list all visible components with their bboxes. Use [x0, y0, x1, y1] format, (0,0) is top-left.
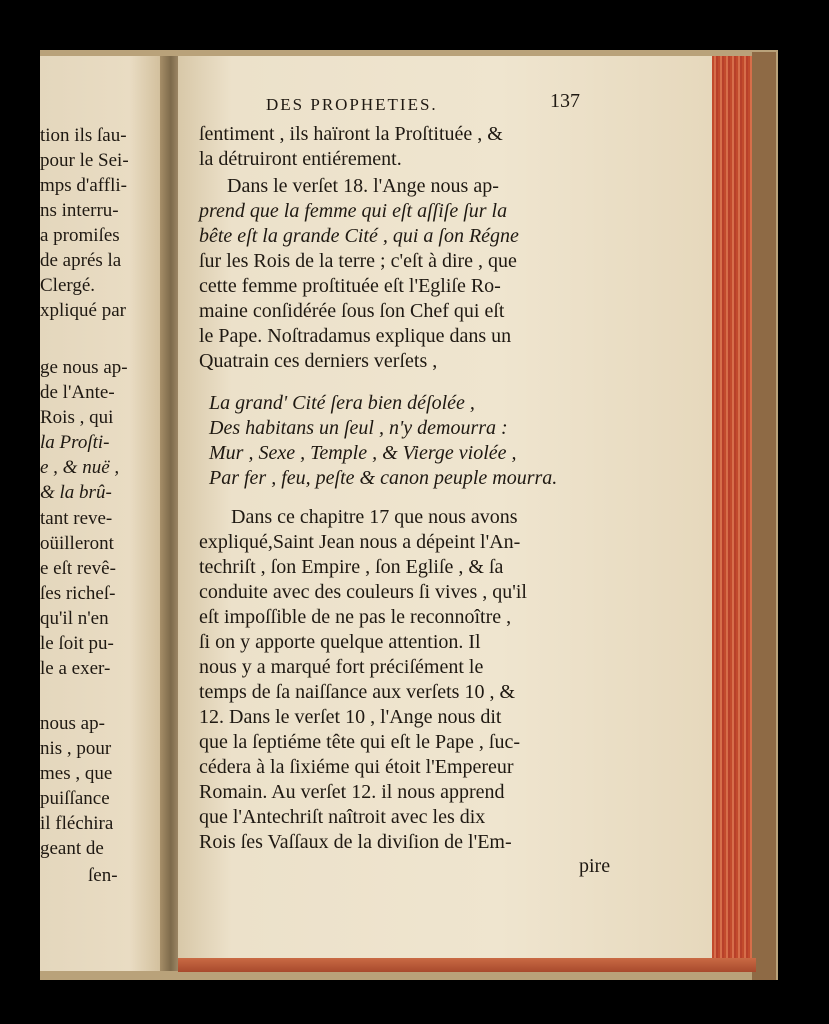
- page-number: 137: [550, 90, 580, 112]
- left-line: de aprés la: [40, 250, 122, 271]
- body-line: le Pape. Noſtradamus explique dans un: [199, 325, 512, 347]
- left-line: le a exer-: [40, 658, 111, 679]
- left-line: de l'Ante-: [40, 382, 115, 403]
- body-line: que la ſeptiéme tête qui eſt le Pape , ſuc-: [199, 731, 520, 753]
- body-line: eſt impoſſible de ne pas le reconnoître ,: [199, 606, 512, 628]
- bottom-page-edge: [178, 958, 756, 972]
- left-line: xpliqué par: [40, 300, 127, 321]
- body-line: nous y a marqué fort préciſément le: [199, 656, 484, 678]
- left-line: ns interru-: [40, 200, 119, 221]
- left-line: la Proſti-: [40, 432, 110, 453]
- left-line: ſen-: [88, 865, 118, 886]
- body-line: Quatrain ces derniers verſets ,: [199, 350, 438, 372]
- left-line: puiſſance: [40, 788, 110, 809]
- left-line: e , & nuë ,: [40, 457, 120, 478]
- body-line: que l'Antechriſt naîtroit avec les dix: [199, 806, 486, 828]
- left-line: ge nous ap-: [40, 357, 128, 378]
- left-line: il fléchira: [40, 813, 114, 834]
- left-line: Rois , qui: [40, 407, 114, 428]
- left-line: ſes richeſ-: [40, 583, 116, 604]
- left-line: nis , pour: [40, 738, 112, 759]
- body-line: ſentiment , ils haïront la Proſtituée , &: [199, 123, 503, 145]
- page-edges: [712, 56, 756, 961]
- quatrain-line: Mur , Sexe , Temple , & Vierge violée ,: [209, 442, 517, 464]
- left-line: geant de: [40, 838, 104, 859]
- catchword: pire: [579, 855, 611, 877]
- body-line: expliqué,Saint Jean nous a dépeint l'An-: [199, 531, 521, 553]
- quatrain-line: La grand' Cité ſera bien déſolée ,: [209, 392, 475, 414]
- left-line: tant reve-: [40, 508, 113, 529]
- left-line: le ſoit pu-: [40, 633, 114, 654]
- left-line: a promiſes: [40, 225, 120, 246]
- running-head: DES PROPHETIES.: [266, 95, 438, 114]
- left-line: tion ils ſau-: [40, 125, 127, 146]
- quatrain-line: Des habitans un ſeul , n'y demourra :: [209, 417, 508, 439]
- quatrain-line: Par fer , feu, peſte & canon peuple mourra.: [209, 467, 558, 489]
- body-line: ſi on y apporte quelque attention. Il: [199, 631, 481, 653]
- left-line: qu'il n'en: [40, 608, 109, 629]
- left-line: oüilleront: [40, 533, 114, 554]
- body-line: 12. Dans le verſet 10 , l'Ange nous dit: [199, 706, 502, 728]
- left-line: mps d'affli-: [40, 175, 127, 196]
- body-line: conduite avec des couleurs ſi vives , qu'il: [199, 581, 527, 603]
- body-line: techriſt , ſon Empire , ſon Egliſe , & ſa: [199, 556, 504, 578]
- left-line: Clergé.: [40, 275, 96, 296]
- left-line: nous ap-: [40, 713, 105, 734]
- left-line: pour le Sei-: [40, 150, 129, 171]
- left-page-text: [40, 124, 165, 904]
- left-line: & la brû-: [40, 482, 112, 503]
- left-line: e eſt revê-: [40, 558, 116, 579]
- body-line: bête eſt la grande Cité , qui a ſon Régne: [199, 225, 519, 247]
- body-line: ſur les Rois de la terre ; c'eſt à dire , que: [199, 250, 517, 272]
- body-line: Dans ce chapitre 17 que nous avons: [231, 506, 518, 528]
- body-line: la détruiront entiérement.: [199, 148, 402, 170]
- body-line: maine conſidérée ſous ſon Chef qui eſt: [199, 300, 505, 322]
- body-line: Dans le verſet 18. l'Ange nous ap-: [227, 175, 499, 197]
- body-line: Rois ſes Vaſſaux de la diviſion de l'Em-: [199, 831, 512, 853]
- body-line: cette femme proſtituée eſt l'Egliſe Ro-: [199, 275, 501, 297]
- cover-edge: [752, 52, 776, 980]
- body-line: Romain. Au verſet 12. il nous apprend: [199, 781, 505, 803]
- left-line: mes , que: [40, 763, 113, 784]
- body-line: temps de ſa naiſſance aux verſets 10 , &: [199, 681, 516, 703]
- body-line: cédera à la ſixiéme qui étoit l'Empereur: [199, 756, 514, 778]
- body-line: prend que la femme qui eſt aſſiſe ſur la: [199, 200, 508, 222]
